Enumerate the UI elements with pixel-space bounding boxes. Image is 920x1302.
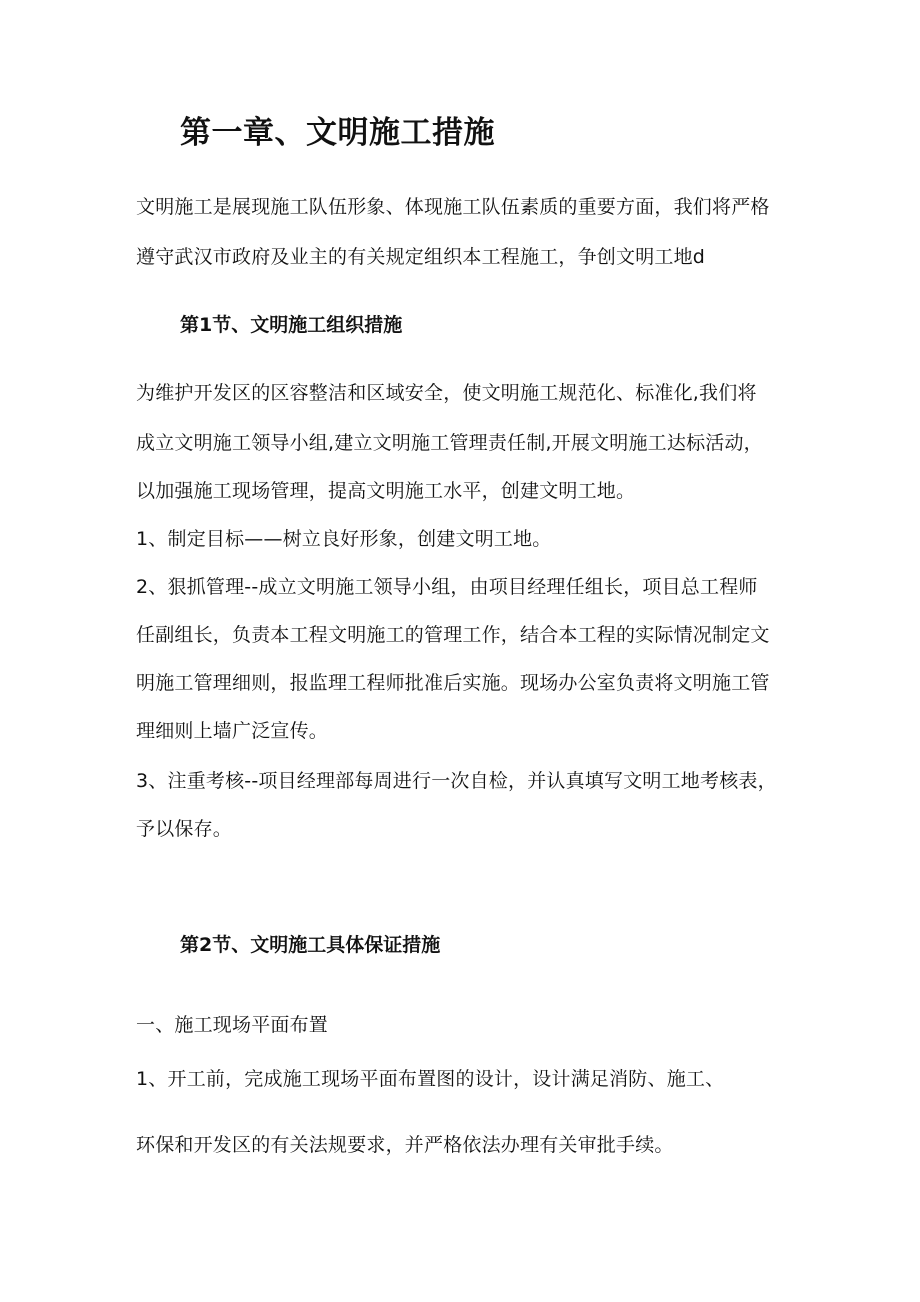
section1-item-3-line-2: 予以保存。 (136, 818, 233, 840)
section1-title: 第1节、文明施工组织措施 (180, 314, 403, 336)
section1-item-2-line-4: 理细则上墙广泛宣传。 (136, 720, 329, 742)
section1-item-3-line-1: 3、注重考核--项目经理部每周进行一次自检，并认真填写文明工地考核表， (136, 770, 777, 792)
section2-item-1-line-2: 环保和开发区的有关法规要求，并严格依法办理有关审批手续。 (136, 1134, 674, 1156)
section2-subheading: 一、施工现场平面布置 (136, 1014, 329, 1036)
section1-item-2-line-2: 任副组长，负责本工程文明施工的管理工作，结合本工程的实际情况制定文 (136, 624, 770, 646)
intro-line-2: 遵守武汉市政府及业主的有关规定组织本工程施工，争创文明工地d (136, 246, 706, 268)
section1-item-2-line-3: 明施工管理细则，报监理工程师批准后实施。现场办公室负责将文明施工管 (136, 672, 770, 694)
section1-para-line-3: 以加强施工现场管理，提高文明施工水平，创建文明工地。 (136, 480, 636, 502)
section1-item-1: 1、制定目标——树立良好形象，创建文明工地。 (136, 528, 552, 550)
chapter-title: 第一章、文明施工措施 (180, 115, 495, 151)
section1-item-2-line-1: 2、狠抓管理--成立文明施工领导小组，由项目经理任组长，项目总工程师 (136, 576, 758, 598)
section2-item-1-line-1: 1、开工前，完成施工现场平面布置图的设计，设计满足消防、施工、 (136, 1068, 725, 1090)
section1-para-line-1: 为维护开发区的区容整洁和区域安全，使文明施工规范化、标准化,我们将 (136, 382, 757, 404)
section1-para-line-2: 成立文明施工领导小组,建立文明施工管理责任制,开展文明施工达标活动， (136, 432, 763, 454)
section2-title: 第2节、文明施工具体保证措施 (180, 934, 441, 956)
intro-line-1: 文明施工是展现施工队伍形象、体现施工队伍素质的重要方面，我们将严格 (136, 196, 770, 218)
